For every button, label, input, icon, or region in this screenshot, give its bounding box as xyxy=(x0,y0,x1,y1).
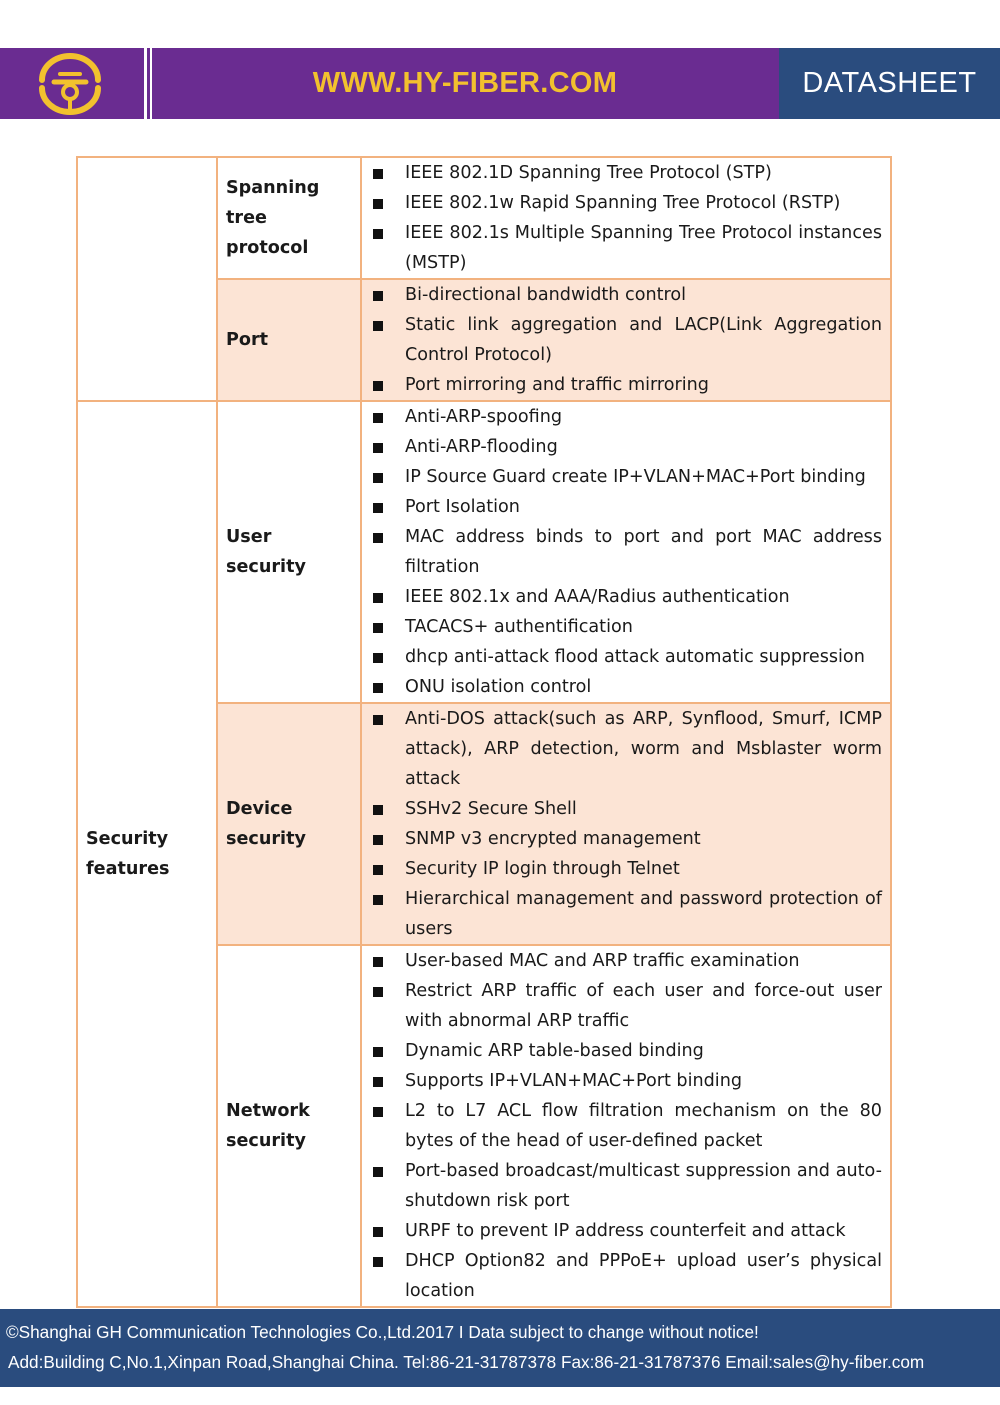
square-bullet-icon xyxy=(373,653,383,663)
square-bullet-icon xyxy=(373,169,383,179)
subcategory-cell: Spanning tree protocol xyxy=(217,157,361,279)
list-item xyxy=(362,1216,882,1246)
site-url: WWW.HY-FIBER.COM xyxy=(312,67,618,99)
category-cell: Security features xyxy=(77,401,217,1307)
list-item xyxy=(362,884,882,944)
feature-text: Restrict ARP traffic of each user and force-out user with abnormal ARP traffic xyxy=(405,981,882,1031)
table-row xyxy=(77,157,891,279)
feature-text: Anti-ARP-spoofing xyxy=(405,407,563,427)
feature-text: ONU isolation control xyxy=(405,677,592,697)
feature-text: IEEE 802.1s Multiple Spanning Tree Protocol instances (MSTP) xyxy=(405,223,882,273)
square-bullet-icon xyxy=(373,715,383,725)
square-bullet-icon xyxy=(373,1167,383,1177)
square-bullet-icon xyxy=(373,957,383,967)
feature-text: Supports IP+VLAN+MAC+Port binding xyxy=(405,1071,743,1091)
square-bullet-icon xyxy=(373,683,383,693)
square-bullet-icon xyxy=(373,291,383,301)
spec-table xyxy=(76,156,892,1308)
header-divider xyxy=(144,48,147,119)
subcategory-cell: Port xyxy=(217,279,361,401)
list-item xyxy=(362,218,882,278)
list-item xyxy=(362,946,882,976)
list-item xyxy=(362,280,882,310)
square-bullet-icon xyxy=(373,199,383,209)
list-item xyxy=(362,582,882,612)
page-footer xyxy=(0,1309,1000,1387)
feature-text: Anti-ARP-flooding xyxy=(405,437,558,457)
square-bullet-icon xyxy=(373,413,383,423)
feature-text: Dynamic ARP table-based binding xyxy=(405,1041,704,1061)
square-bullet-icon xyxy=(373,805,383,815)
category-cell xyxy=(77,157,217,401)
square-bullet-icon xyxy=(373,1047,383,1057)
feature-text: SNMP v3 encrypted management xyxy=(405,829,701,849)
feature-text: dhcp anti-attack flood attack automatic suppression xyxy=(405,647,865,667)
list-item xyxy=(362,824,882,854)
doc-type-label: DATASHEET xyxy=(779,48,1000,119)
square-bullet-icon xyxy=(373,623,383,633)
list-item xyxy=(362,462,882,492)
square-bullet-icon xyxy=(373,1257,383,1267)
feature-text: SSHv2 Secure Shell xyxy=(405,799,577,819)
square-bullet-icon xyxy=(373,865,383,875)
list-item xyxy=(362,704,882,794)
list-item xyxy=(362,976,882,1036)
feature-text: Port-based broadcast/multicast suppression and auto-shutdown risk port xyxy=(405,1161,882,1211)
square-bullet-icon xyxy=(373,1077,383,1087)
page-header xyxy=(0,48,1000,119)
square-bullet-icon xyxy=(373,503,383,513)
square-bullet-icon xyxy=(373,593,383,603)
subcategory-cell: Device security xyxy=(217,703,361,945)
feature-list xyxy=(362,158,882,278)
feature-text: URPF to prevent IP address counterfeit and attack xyxy=(405,1221,846,1241)
feature-text: Security IP login through Telnet xyxy=(405,859,680,879)
list-item xyxy=(362,612,882,642)
square-bullet-icon xyxy=(373,533,383,543)
list-item xyxy=(362,1066,882,1096)
square-bullet-icon xyxy=(373,1227,383,1237)
list-item xyxy=(362,158,882,188)
list-item xyxy=(362,642,882,672)
table-row xyxy=(77,401,891,703)
footer-address: Add:Building C,No.1,Xinpan Road,Shanghai China. Tel:86-21-31787378 Fax:86-21-31787376 Email:sales@hy-fiber.com xyxy=(8,1352,925,1372)
list-item xyxy=(362,432,882,462)
feature-text: Anti-DOS attack(such as ARP, Synflood, Smurf, ICMP attack), ARP detection, worm and Msblaster worm attack xyxy=(405,709,882,789)
square-bullet-icon xyxy=(373,321,383,331)
feature-text: IP Source Guard create IP+VLAN+MAC+Port binding xyxy=(405,467,866,487)
list-item xyxy=(362,1156,882,1216)
feature-list xyxy=(362,402,882,702)
feature-text: L2 to L7 ACL flow filtration mechanism on the 80 bytes of the head of user-defined packet xyxy=(405,1101,882,1151)
feature-text: IEEE 802.1w Rapid Spanning Tree Protocol (RSTP) xyxy=(405,193,841,213)
square-bullet-icon xyxy=(373,473,383,483)
list-item xyxy=(362,492,882,522)
feature-text: DHCP Option82 and PPPoE+ upload user’s physical location xyxy=(405,1251,882,1301)
square-bullet-icon xyxy=(373,229,383,239)
list-item xyxy=(362,188,882,218)
list-item xyxy=(362,1246,882,1306)
feature-text: Static link aggregation and LACP(Link Aggregation Control Protocol) xyxy=(405,315,882,365)
square-bullet-icon xyxy=(373,1107,383,1117)
square-bullet-icon xyxy=(373,443,383,453)
list-item xyxy=(362,854,882,884)
hy-fiber-logo-icon xyxy=(34,52,106,116)
feature-text: User-based MAC and ARP traffic examination xyxy=(405,951,800,971)
feature-list-cell xyxy=(361,703,891,945)
feature-list xyxy=(362,280,882,400)
list-item xyxy=(362,310,882,370)
feature-text: IEEE 802.1D Spanning Tree Protocol (STP) xyxy=(405,163,772,183)
feature-list xyxy=(362,946,882,1306)
square-bullet-icon xyxy=(373,381,383,391)
feature-text: IEEE 802.1x and AAA/Radius authentication xyxy=(405,587,790,607)
square-bullet-icon xyxy=(373,895,383,905)
feature-list-cell xyxy=(361,279,891,401)
list-item xyxy=(362,1096,882,1156)
feature-list-cell xyxy=(361,945,891,1307)
list-item xyxy=(362,1036,882,1066)
list-item xyxy=(362,672,882,702)
feature-list xyxy=(362,704,882,944)
list-item xyxy=(362,522,882,582)
company-logo xyxy=(0,48,140,119)
list-item xyxy=(362,370,882,400)
subcategory-cell: User security xyxy=(217,401,361,703)
list-item xyxy=(362,402,882,432)
square-bullet-icon xyxy=(373,835,383,845)
feature-text: Port mirroring and traffic mirroring xyxy=(405,375,709,395)
square-bullet-icon xyxy=(373,987,383,997)
footer-copyright: ©Shanghai GH Communication Technologies Co.,Ltd.2017 I Data subject to change without notice! xyxy=(6,1322,759,1342)
feature-text: Hierarchical management and password protection of users xyxy=(405,889,882,939)
feature-list-cell xyxy=(361,157,891,279)
subcategory-cell: Network security xyxy=(217,945,361,1307)
feature-text: TACACS+ authentification xyxy=(405,617,633,637)
list-item xyxy=(362,794,882,824)
feature-text: Bi-directional bandwidth control xyxy=(405,285,687,305)
feature-list-cell xyxy=(361,401,891,703)
feature-text: Port Isolation xyxy=(405,497,520,517)
feature-text: MAC address binds to port and port MAC address filtration xyxy=(405,527,882,577)
